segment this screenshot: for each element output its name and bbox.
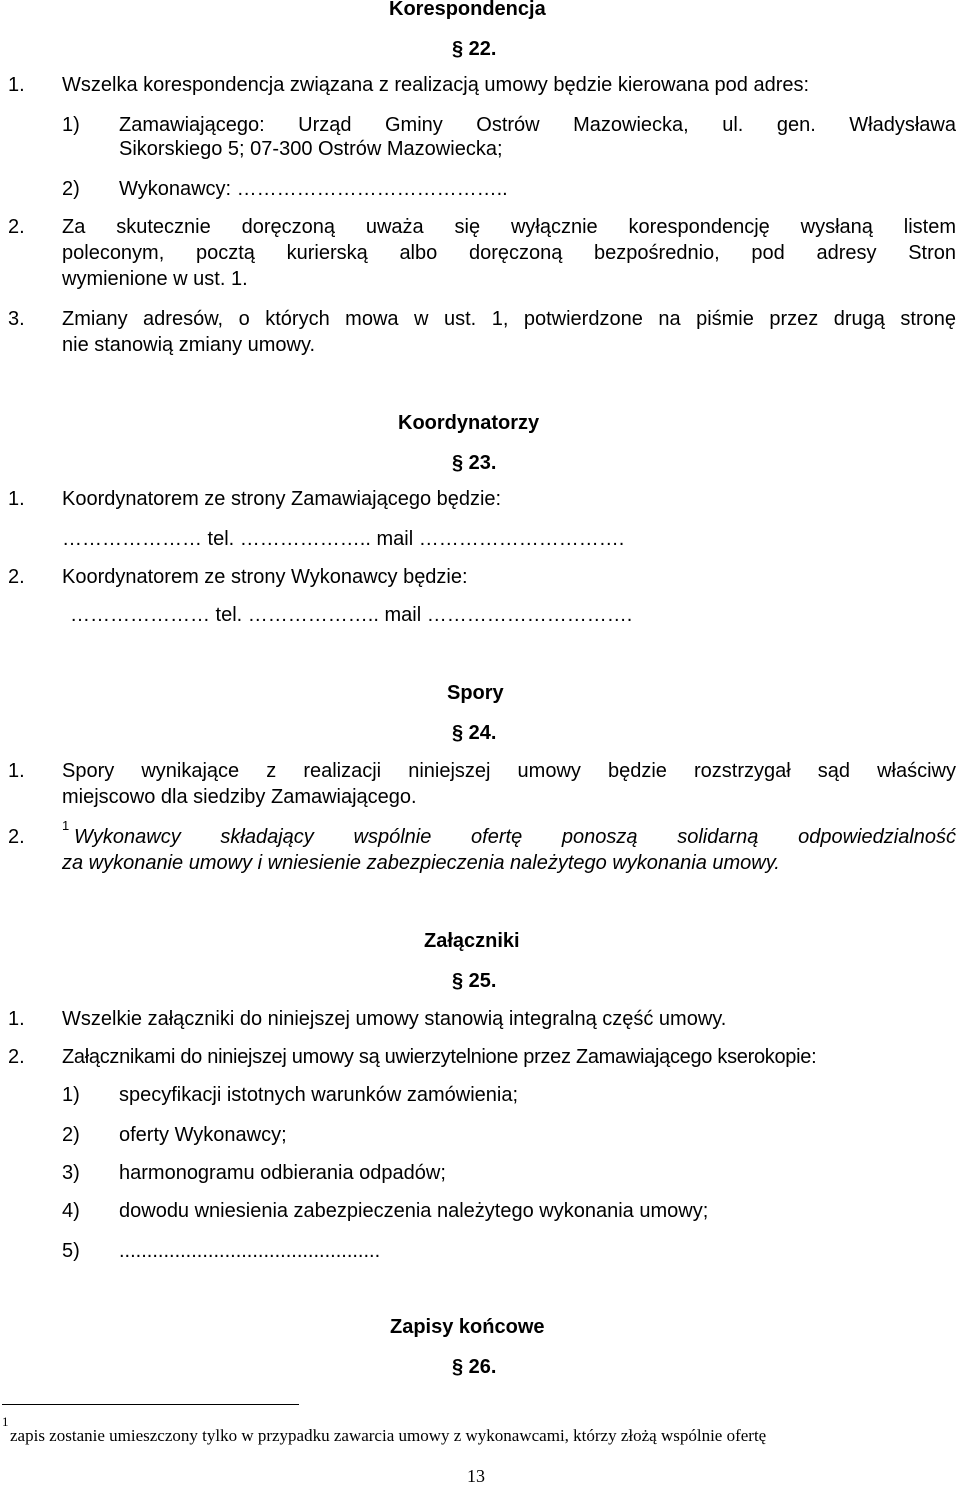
paragraph-number-25: § 25. xyxy=(452,970,497,992)
sub-item-number: 5) xyxy=(62,1240,80,1262)
paragraph-number-26: § 26. xyxy=(452,1356,497,1378)
sub-item-text: Wykonawcy: ………………………………….. xyxy=(119,178,508,200)
paragraph-text: za wykonanie umowy i wniesienie zabezpieczenia należytego wykonania umowy. xyxy=(62,852,780,874)
section-title-koordynatorzy: Koordynatorzy xyxy=(398,412,540,434)
list-number: 1. xyxy=(8,1008,25,1030)
paragraph-text: miejscowo dla siedziby Zamawiającego. xyxy=(62,786,417,808)
list-number: 1. xyxy=(8,488,25,510)
page-number: 13 xyxy=(467,1466,485,1486)
sub-item-text: specyfikacji istotnych warunków zamówienia; xyxy=(119,1084,519,1106)
list-number: 2. xyxy=(8,826,25,848)
footnote-marker: 1 xyxy=(2,1414,9,1429)
paragraph-number-22: § 22. xyxy=(452,38,497,60)
list-number: 2. xyxy=(8,216,25,238)
paragraph-text: nie stanowią zmiany umowy. xyxy=(62,334,316,356)
sub-item-text: oferty Wykonawcy; xyxy=(119,1124,287,1146)
section-title-spory: Spory xyxy=(447,682,504,704)
section-title-korespondencja: Korespondencja xyxy=(389,0,546,20)
paragraph-text: Wykonawcy składający wspólnie ofertę ponoszą solidarną odpowiedzialność xyxy=(74,826,956,848)
footnote-separator xyxy=(2,1404,299,1405)
sub-item-text: ............................................... xyxy=(119,1240,381,1262)
paragraph-text: Załącznikami do niniejszej umowy są uwierzytelnione przez Zamawiającego kserokopie: xyxy=(62,1046,817,1068)
sub-item-text: harmonogramu odbierania odpadów; xyxy=(119,1162,446,1184)
sub-item-number: 2) xyxy=(62,1124,80,1146)
section-title-zapisy-koncowe: Zapisy końcowe xyxy=(390,1316,545,1338)
paragraph-text: Zmiany adresów, o których mowa w ust. 1, potwierdzone na piśmie przez drugą stronę xyxy=(62,308,956,330)
list-number: 1. xyxy=(8,760,25,782)
section-title-zalaczniki: Załączniki xyxy=(424,930,520,952)
paragraph-text: Koordynatorem ze strony Zamawiającego będzie: xyxy=(62,488,502,510)
sub-item-number: 4) xyxy=(62,1200,80,1222)
paragraph-text: Spory wynikające z realizacji niniejszej umowy będzie rozstrzygał sąd właściwy xyxy=(62,760,956,782)
contact-line: ………………… tel. ……………….. mail …………………………. xyxy=(70,604,633,626)
sub-item-number: 1) xyxy=(62,114,80,136)
sub-item-text: dowodu wniesienia zabezpieczenia należytego wykonania umowy; xyxy=(119,1200,709,1222)
list-number: 2. xyxy=(8,566,25,588)
list-number: 2. xyxy=(8,1046,25,1068)
sub-item-number: 1) xyxy=(62,1084,80,1106)
sub-item-number: 3) xyxy=(62,1162,80,1184)
contact-line: ………………… tel. ……………….. mail …………………………. xyxy=(62,528,625,550)
footnote-reference: 1 xyxy=(62,818,70,833)
paragraph-text: Koordynatorem ze strony Wykonawcy będzie: xyxy=(62,566,468,588)
paragraph-number-23: § 23. xyxy=(452,452,497,474)
list-number: 3. xyxy=(8,308,25,330)
paragraph-text: Za skutecznie doręczoną uważa się wyłącznie korespondencję wysłaną listem xyxy=(62,216,956,238)
paragraph-text: poleconym, pocztą kurierską albo doręczoną bezpośrednio, pod adresy Stron xyxy=(62,242,956,264)
paragraph-text: wymienione w ust. 1. xyxy=(62,268,248,290)
sub-item-text: Sikorskiego 5; 07-300 Ostrów Mazowiecka; xyxy=(119,138,503,160)
paragraph-text: Wszelkie załączniki do niniejszej umowy stanowią integralną część umowy. xyxy=(62,1008,727,1030)
paragraph-text: Wszelka korespondencja związana z realizacją umowy będzie kierowana pod adres: xyxy=(62,74,810,96)
sub-item-text: Zamawiającego: Urząd Gminy Ostrów Mazowiecka, ul. gen. Władysława xyxy=(119,114,956,136)
sub-item-number: 2) xyxy=(62,178,80,200)
paragraph-number-24: § 24. xyxy=(452,722,497,744)
footnote-text: zapis zostanie umieszczony tylko w przypadku zawarcia umowy z wykonawcami, którzy złożą wspólnie ofertę xyxy=(10,1426,767,1445)
list-number: 1. xyxy=(8,74,25,96)
